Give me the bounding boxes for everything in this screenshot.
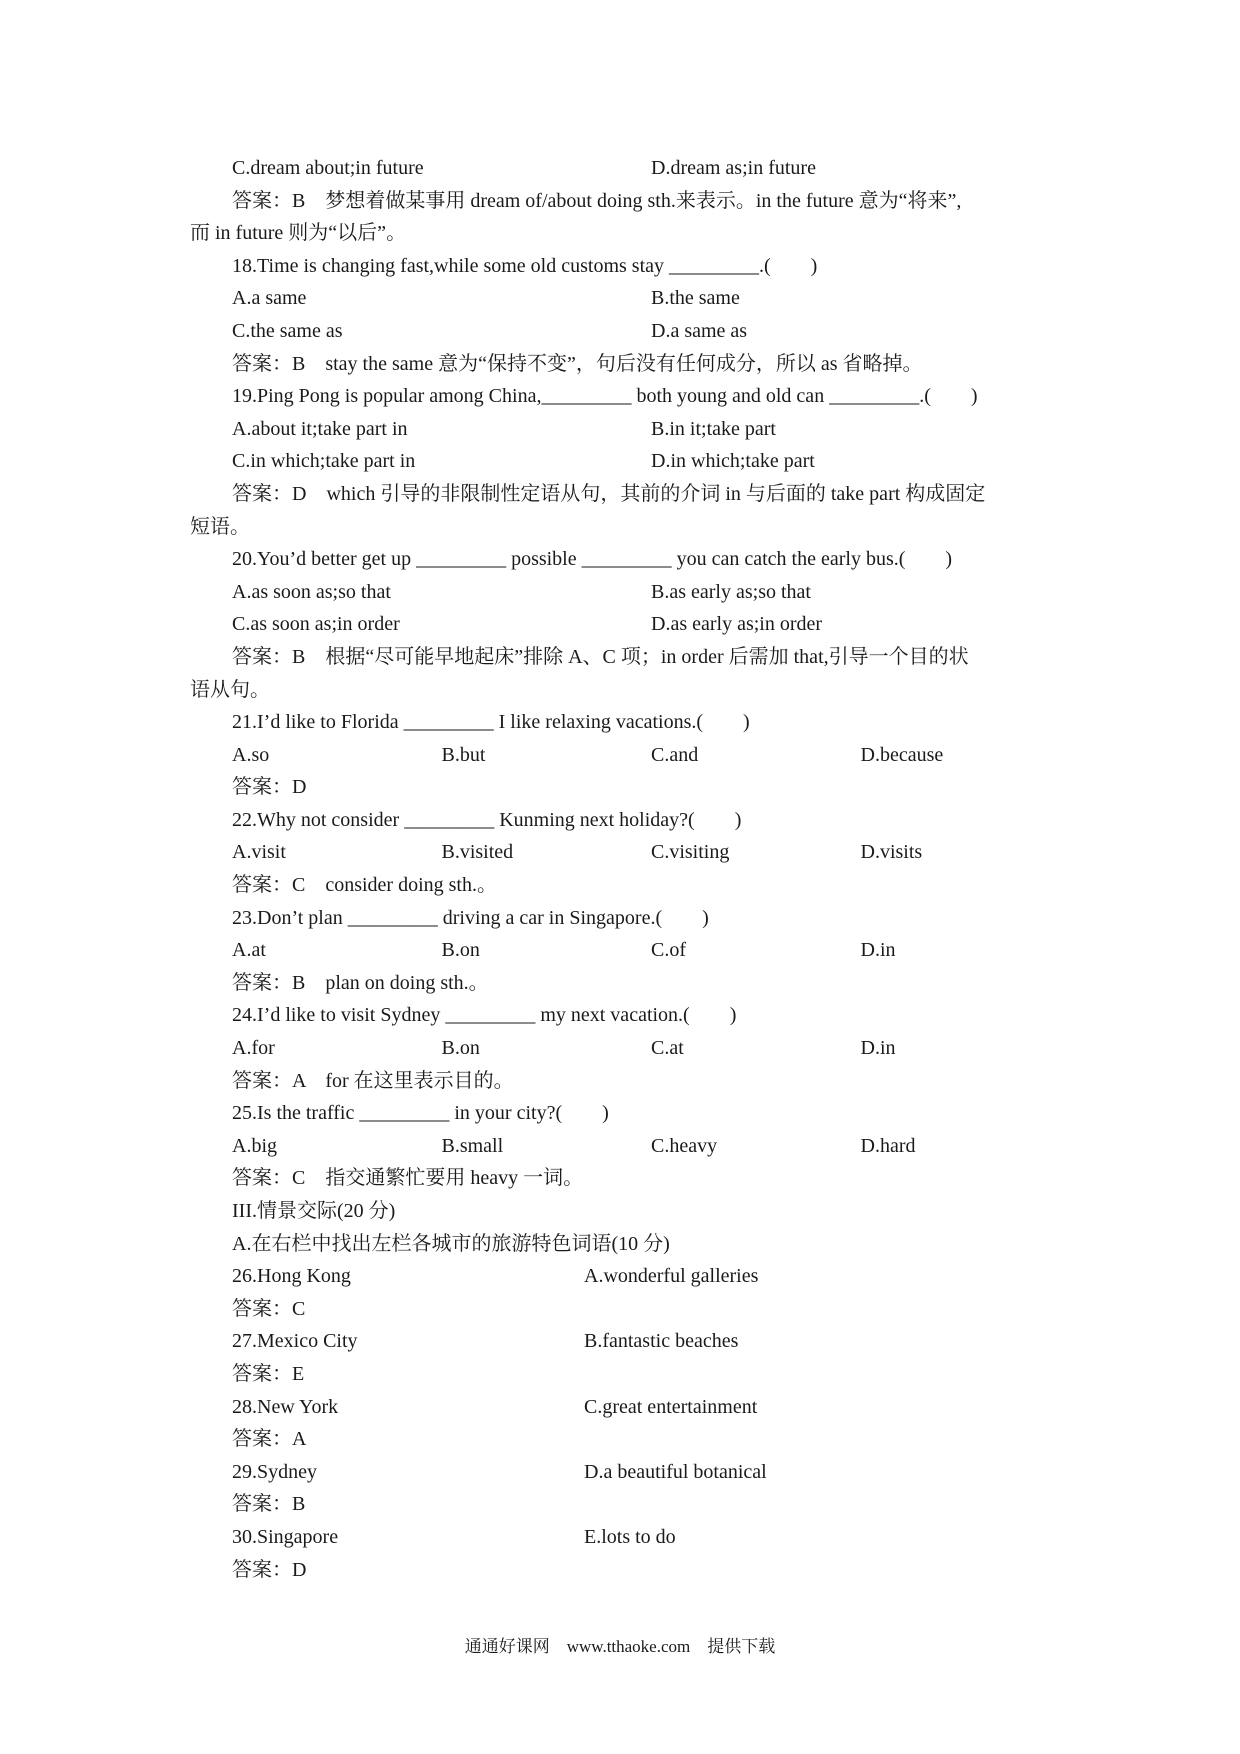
text-line: 答案：A	[232, 1428, 307, 1451]
option-text: C.as soon as;in order	[232, 613, 400, 636]
text-line: 答案：D which 引导的非限制性定语从句，其前的介词 in 与后面的 take part 构成固定	[232, 482, 986, 505]
text-line: 答案：B 根据“尽可能早地起床”排除 A、C 项；in order 后需加 that,引导一个目的状	[232, 645, 969, 668]
option-text: D.in	[860, 939, 896, 962]
option-row	[190, 413, 1070, 446]
option-row	[190, 934, 1070, 967]
option-text: B.visited	[441, 841, 514, 864]
matching-city: 26.Hong Kong	[232, 1265, 351, 1288]
option-text: C.at	[651, 1037, 684, 1060]
option-text: C.and	[651, 743, 699, 766]
matching-row	[190, 1260, 1070, 1293]
text-line: III.情景交际(20 分)	[232, 1200, 396, 1222]
text-line: 答案：E	[232, 1362, 305, 1385]
text-line: 答案：C consider doing sth.。	[232, 874, 497, 897]
text-line: 答案：B	[232, 1493, 306, 1516]
option-text: A.about it;take part in	[232, 417, 408, 440]
matching-feature: A.wonderful galleries	[584, 1265, 759, 1288]
option-text: B.in it;take part	[651, 417, 776, 440]
option-text: A.at	[232, 939, 266, 962]
text-line: A.在右栏中找出左栏各城市的旅游特色词语(10 分)	[232, 1232, 670, 1255]
option-text: A.so	[232, 743, 270, 766]
text-line: 答案：A for 在这里表示目的。	[232, 1069, 514, 1092]
text-line: 20.You’d better get up _________ possible _________ you can catch the early bus.( )	[232, 548, 953, 571]
text-line: 答案：D	[232, 1558, 307, 1581]
option-row	[190, 282, 1070, 315]
matching-city: 27.Mexico City	[232, 1330, 358, 1353]
option-text: C.in which;take part in	[232, 450, 416, 473]
matching-feature: E.lots to do	[584, 1525, 676, 1548]
page-footer: 通通好课网 www.tthaoke.com 提供下载	[464, 1637, 776, 1656]
text-line: 25.Is the traffic _________ in your city?( )	[232, 1102, 609, 1125]
text-line: 答案：B 梦想着做某事用 dream of/about doing sth.来表示。in the future 意为“将来”,	[232, 189, 962, 212]
matching-feature: B.fantastic beaches	[584, 1330, 739, 1353]
option-row	[190, 739, 1070, 772]
option-text: C.heavy	[651, 1134, 718, 1157]
option-row	[190, 576, 1070, 609]
text-line: 短语。	[190, 515, 250, 538]
text-line: 21.I’d like to Florida _________ I like relaxing vacations.( )	[232, 711, 750, 734]
option-row	[190, 315, 1070, 348]
text-line: 18.Time is changing fast,while some old customs stay _________.( )	[232, 254, 818, 277]
option-text: B.on	[441, 1037, 480, 1060]
option-text: B.the same	[651, 287, 740, 310]
text-line: 答案：C	[232, 1297, 306, 1320]
option-row	[190, 1130, 1070, 1163]
option-text: D.because	[860, 743, 944, 766]
text-line: 答案：D	[232, 776, 307, 799]
text-line: 24.I’d like to visit Sydney _________ my next vacation.( )	[232, 1004, 737, 1027]
text-line: 而 in future 则为“以后”。	[190, 222, 407, 245]
text-line: 语从句。	[190, 678, 270, 701]
matching-feature: C.great entertainment	[584, 1395, 758, 1418]
option-text: C.visiting	[651, 841, 730, 864]
option-row	[190, 836, 1070, 869]
option-row	[190, 152, 1070, 185]
option-row	[190, 1032, 1070, 1065]
option-text: D.in	[860, 1037, 896, 1060]
option-text: A.for	[232, 1037, 275, 1060]
option-row	[190, 608, 1070, 641]
text-line: 19.Ping Pong is popular among China,_________ both young and old can _________.( )	[232, 385, 978, 408]
text-line: 23.Don’t plan _________ driving a car in Singapore.( )	[232, 906, 709, 929]
option-text: B.on	[441, 939, 480, 962]
text-line: 答案：B stay the same 意为“保持不变”，句后没有任何成分，所以 as 省略掉。	[232, 352, 923, 375]
option-text: A.visit	[232, 841, 286, 864]
matching-feature: D.a beautiful botanical	[584, 1460, 767, 1483]
option-text: C.dream about;in future	[232, 157, 424, 179]
option-text: C.of	[651, 939, 686, 962]
matching-row	[190, 1391, 1070, 1424]
option-text: B.small	[441, 1134, 504, 1157]
matching-row	[190, 1521, 1070, 1554]
option-text: B.as early as;so that	[651, 580, 811, 603]
option-text: B.but	[441, 743, 486, 766]
option-text: A.a same	[232, 287, 307, 310]
option-text: D.visits	[860, 841, 923, 864]
option-text: D.dream as;in future	[651, 157, 816, 179]
page-body	[190, 152, 1070, 1586]
option-text: A.big	[232, 1134, 277, 1157]
option-text: A.as soon as;so that	[232, 580, 391, 603]
text-line: 答案：C 指交通繁忙要用 heavy 一词。	[232, 1167, 584, 1190]
matching-row	[190, 1456, 1070, 1489]
option-text: D.hard	[860, 1134, 916, 1157]
matching-city: 28.New York	[232, 1395, 339, 1418]
matching-row	[190, 1325, 1070, 1358]
text-line: 22.Why not consider _________ Kunming next holiday?( )	[232, 808, 742, 831]
option-text: D.a same as	[651, 319, 748, 342]
option-text: C.the same as	[232, 319, 343, 342]
option-text: D.as early as;in order	[651, 613, 823, 636]
option-row	[190, 445, 1070, 478]
matching-city: 30.Singapore	[232, 1525, 339, 1548]
matching-city: 29.Sydney	[232, 1460, 317, 1483]
option-text: D.in which;take part	[651, 450, 815, 473]
text-line: 答案：B plan on doing sth.。	[232, 971, 489, 994]
